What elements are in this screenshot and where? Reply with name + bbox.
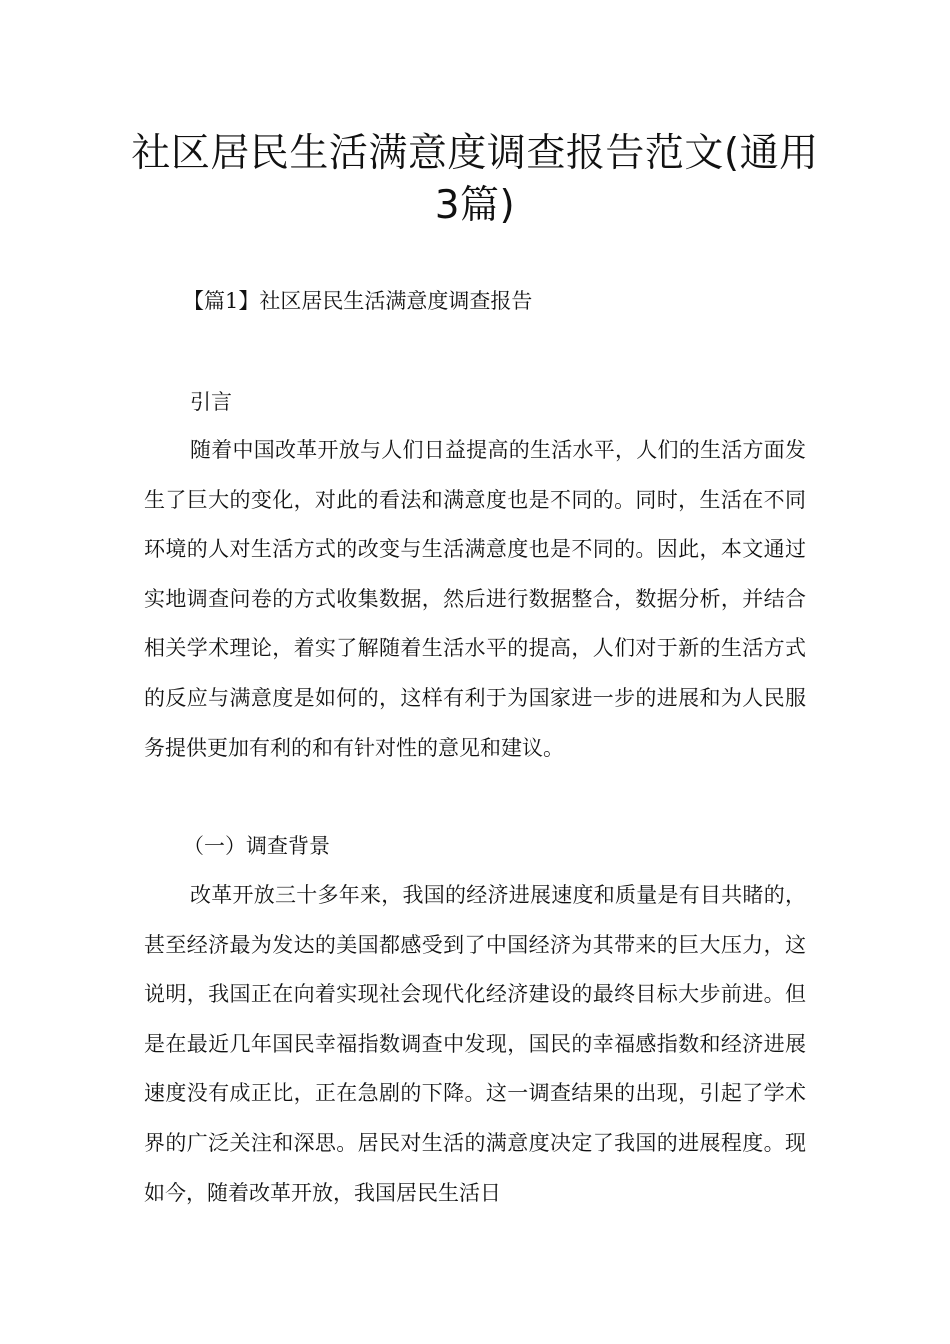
background-paragraph: 改革开放三十多年来，我国的经济进展速度和质量是有目共睹的，甚至经济最为发达的美国都感受到了中国经济为其带来的巨大压力，这说明，我国正在向着实现社会现代化经济建设的最终目标大步前进。但是在最近几年国民幸福指数调查中发现，国民的幸福感指数和经济进展速度没有成正比，正在急剧的下降。这一调查结果的出现，引起了学术界的广泛关注和深思。居民对生活的满意度决定了我国的进展程度。现如今，随着改革开放，我国居民生活日 xyxy=(144,883,806,1205)
document-title: 社区居民生活满意度调查报告范文(通用3篇) xyxy=(131,131,819,228)
section-heading: （一）调查背景 xyxy=(183,834,330,858)
part-heading: 【篇1】社区居民生活满意度调查报告 xyxy=(183,289,533,313)
intro-heading: 引言 xyxy=(190,390,232,414)
intro-paragraph: 随着中国改革开放与人们日益提高的生活水平，人们的生活方面发生了巨大的变化，对此的看法和满意度也是不同的。同时，生活在不同环境的人对生活方式的改变与生活满意度也是不同的。因此，本文通过实地调查问卷的方式收集数据，然后进行数据整合，数据分析，并结合相关学术理论，着实了解随着生活水平的提高，人们对于新的生活方式的反应与满意度是如何的，这样有利于为国家进一步的进展和为人民服务提供更加有利的和有针对性的意见和建议。 xyxy=(144,438,806,760)
